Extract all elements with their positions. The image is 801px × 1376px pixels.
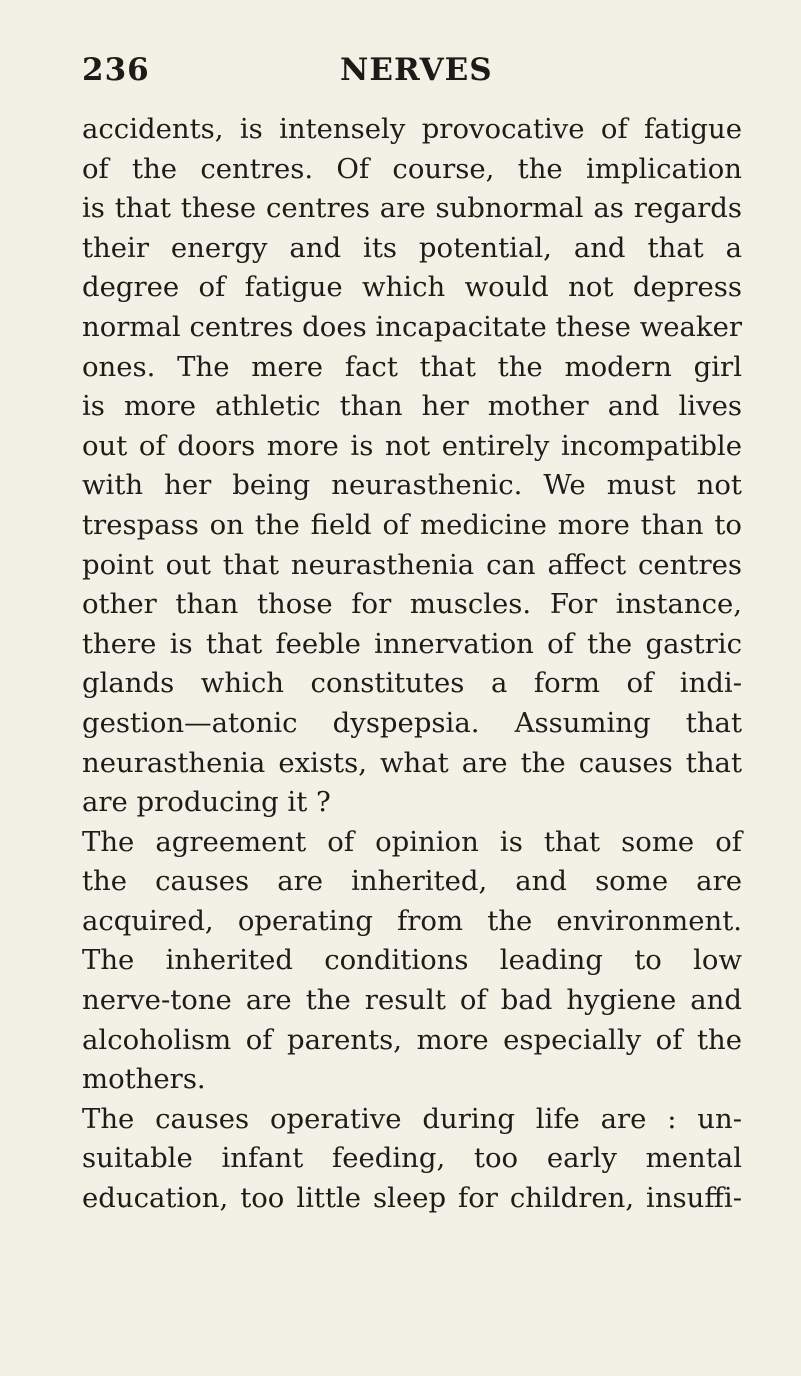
- text-line: suitable infant feeding, too early mental: [82, 1142, 742, 1175]
- text-line: gestion—atonic dyspepsia. Assuming that: [82, 706, 742, 739]
- text-line: there is that feeble innervation of the gastric: [82, 627, 742, 660]
- text-line: their energy and its potential, and that a: [82, 231, 742, 264]
- text-line: of the centres. Of course, the implication: [82, 152, 742, 185]
- text-line: are producing it ?: [82, 786, 331, 819]
- text-line: neurasthenia exists, what are the causes that: [82, 746, 742, 779]
- running-title: NERVES: [340, 52, 493, 88]
- text-line: mothers.: [82, 1063, 206, 1096]
- text-line: trespass on the field of medicine more than to: [82, 508, 742, 541]
- text-line: is more athletic than her mother and lives: [82, 390, 742, 423]
- text-line: The inherited conditions leading to low: [82, 944, 742, 977]
- text-line: education, too little sleep for children, insuffi-: [82, 1182, 742, 1215]
- text-line: is that these centres are subnormal as regards: [82, 192, 742, 225]
- text-line: with her being neurasthenic. We must not: [82, 469, 742, 502]
- text-line: The causes operative during life are : un-: [82, 1102, 742, 1135]
- text-line: acquired, operating from the environment.: [82, 904, 742, 937]
- page-header: [82, 52, 730, 92]
- text-line: degree of fatigue which would not depress: [82, 271, 742, 304]
- text-line: the causes are inherited, and some are: [82, 865, 742, 898]
- text-line: point out that neurasthenia can affect centres: [82, 548, 742, 581]
- body-text: [82, 110, 742, 1219]
- text-line: glands which constitutes a form of indi-: [82, 667, 742, 700]
- text-line: normal centres does incapacitate these weaker: [82, 310, 742, 343]
- text-line: other than those for muscles. For instance,: [82, 588, 742, 621]
- text-line: out of doors more is not entirely incompatible: [82, 429, 742, 462]
- text-line: ones. The mere fact that the modern girl: [82, 350, 742, 383]
- text-line: nerve-tone are the result of bad hygiene and: [82, 984, 742, 1017]
- page-number: 236: [82, 52, 150, 88]
- text-line: The agreement of opinion is that some of: [82, 825, 742, 858]
- text-line: alcoholism of parents, more especially of the: [82, 1023, 742, 1056]
- text-line: accidents, is intensely provocative of fatigue: [82, 113, 742, 145]
